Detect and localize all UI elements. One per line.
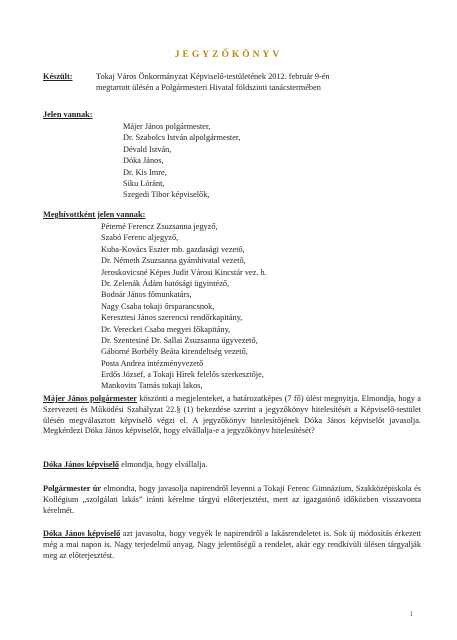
jelen-label: Jelen vannak: (43, 110, 93, 119)
list-item: Dr. Vereckei Csaba megyei főkapitány, (101, 324, 231, 334)
keszult-label: Készült: (43, 72, 73, 81)
document-title: JEGYZŐKÖNYV (174, 50, 283, 60)
paragraph-text: elmondja, hogy elvállalja. (119, 460, 208, 469)
speaker-name: Dóka János képviselő (43, 460, 120, 469)
speaker-name: Polgármester úr (43, 484, 102, 493)
list-item: Gáborné Borbély Beáta kirendeltség vezető, (101, 347, 248, 357)
list-item: Dévald István, (123, 144, 172, 154)
paragraph-text: elmondta, hogy javasolja napirendről levenni a Tokaji Ferenc Gimnázium, Szakközépiskola és Kollégium „szolgálati lakás” iránti kérelme tárgyú előterjesztést, mert az igazgatónő időközben visszavonta kérelmét. (43, 484, 421, 515)
list-item: Dóka János, (123, 156, 164, 166)
speaker-name: Májer János polgármester (43, 394, 137, 403)
meghivottkent-label: Meghívottként jelen vannak: (43, 210, 146, 219)
list-item: Májer János polgármester, (123, 122, 211, 131)
paragraph-opening (43, 394, 421, 437)
paragraph-agenda-proposal (43, 484, 421, 516)
list-item: Siku Lóránt, (123, 178, 165, 188)
list-item: Erdős József, a Tokaji Hírek felelős szerkesztője, (101, 370, 264, 380)
list-item: Dr. Zelenák Ádám hatósági ügyintéző, (101, 278, 230, 288)
paragraph-text: köszönti a megjelenteket, a határozatképes (7 fő) ülést megnyitja. Elmondja, hogy a Szervezeti és Működési Szabályzat 22.§ (1) bekezdése szerint a jegyzőkönyv hitelesítését a Képviselő-testület ülésén megválasztott képviselő végzi el. A jegyzőkönyv hitelesítőjének Dóka János képviselőt javasolja. Megkérdezi Dóka János képviselőt, hogy elvállalja-e a jegyzőkönyv hitelesítését? (43, 394, 421, 436)
list-item: Szabó Ferenc aljegyző, (101, 233, 179, 243)
paragraph-text: azt javasolta, hogy vegyék le napirendről a lakásrendeletet is. Sok új módosítás érkezett még a mai napon is. Nagy terjedelmű anyag. Nagy jelentőségű a rendelet, akár egy rendkívüli ülésen tárgyalják meg az előterjesztést. (43, 529, 422, 560)
list-item: Posta Andrea intézményvezető (101, 358, 204, 368)
list-item: Nagy Csaba tokaji őrsparancsnok, (101, 301, 215, 311)
keszult-line-2: megtartott ülésén a Polgármesteri Hivatal földszinti tanácstermében (96, 83, 321, 92)
list-item: Dr. Kis Imre, (123, 167, 167, 177)
list-item: Keresztesi János szerencsi rendőrkapitány, (101, 313, 243, 323)
paragraph-acceptance (43, 460, 421, 471)
jelen-list (123, 121, 240, 201)
list-item: Dr. Szentesiné Dr. Sallai Zsuzsanna ügyvezető, (101, 335, 258, 345)
paragraph-housing-decree (43, 529, 421, 561)
list-item: Szegedi Tibor képviselők, (123, 190, 210, 200)
page-number: 1 (409, 610, 413, 618)
list-item: Jeroskovicsné Képes Judit Városi Kincstár vez. h. (101, 267, 267, 277)
list-item: Kuba-Kovács Eszter mb. gazdasági vezető, (101, 244, 245, 254)
speaker-name: Dóka János képviselő (43, 529, 121, 538)
list-item: Dr. Szabolcs István alpolgármester, (123, 133, 241, 143)
list-item: Bodnár János főmunkatárs, (101, 290, 192, 300)
meghivottkent-list (101, 221, 267, 392)
list-item: Mankovits Tamás tokaji lakos, (101, 381, 203, 391)
keszult-line-1: Tokaj Város Önkormányzat Képviselő-testületének 2012. február 9-én (96, 72, 330, 81)
list-item: Dr. Németh Zsuzsanna gyámhivatal vezető, (101, 256, 246, 266)
list-item: Péterné Ferencz Zsuzsanna jegyző, (101, 222, 218, 231)
